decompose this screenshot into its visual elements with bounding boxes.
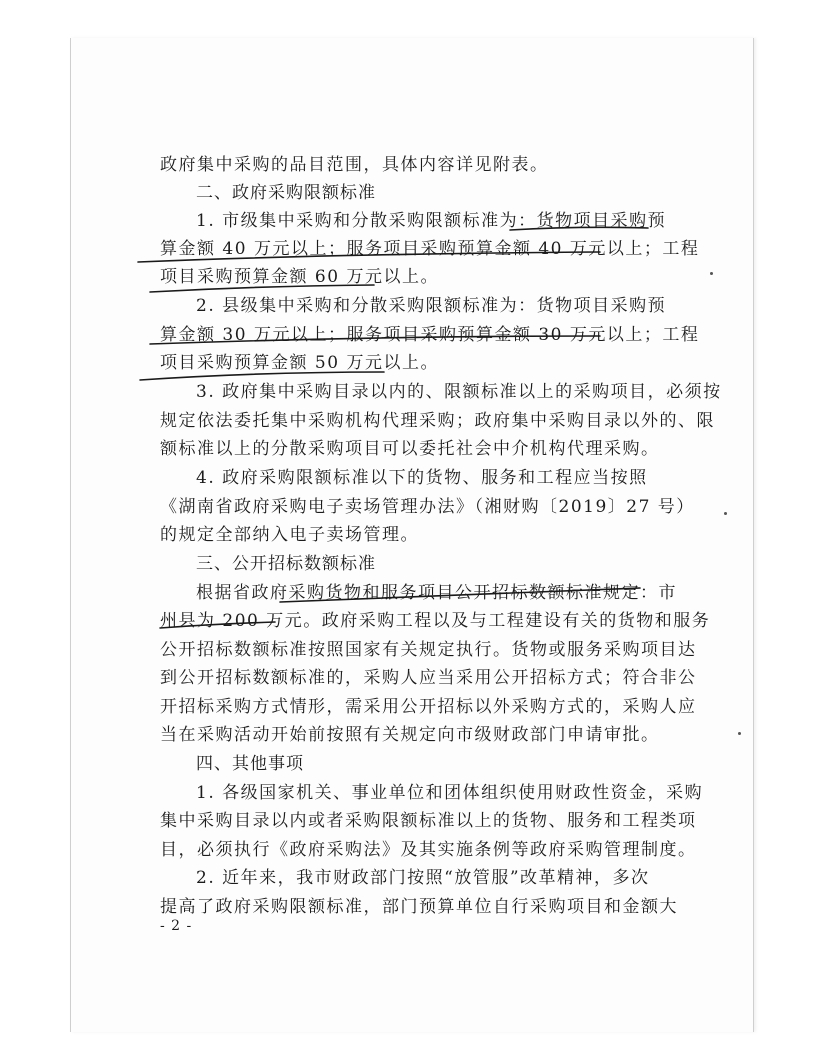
text-line: 规定依法委托集中采购机构代理采购；政府集中采购目录以外的、限 — [160, 411, 715, 431]
text-line: 算金额 40 万元以上；服务项目采购预算金额 40 万元以上；工程 — [160, 239, 700, 259]
text-line: 公开招标数额标准按照国家有关规定执行。货物或服务采购项目达 — [160, 640, 697, 660]
text-line: 2. 县级集中采购和分散采购限额标准为：货物项目采购预 — [196, 296, 667, 316]
text-line: 州县为 200 万元。政府采购工程以及与工程建设有关的货物和服务 — [160, 611, 711, 631]
text-line: 2. 近年来，我市财政部门按照“放管服”改革精神，多次 — [196, 868, 650, 888]
text-line: 政府集中采购的品目范围，具体内容详见附表。 — [160, 155, 549, 175]
text-line: 额标准以上的分散采购项目可以委托社会中介机构代理采购。 — [160, 439, 660, 459]
text-line: 项目采购预算金额 50 万元以上。 — [160, 353, 439, 373]
section-heading: 二、政府采购限额标准 — [196, 183, 376, 203]
text-line: 的规定全部纳入电子卖场管理。 — [160, 525, 419, 545]
text-line: 3. 政府集中采购目录以内的、限额标准以上的采购项目，必须按 — [196, 382, 722, 402]
text-line: 开招标采购方式情形，需采用公开招标以外采购方式的，采购人应 — [160, 697, 697, 717]
section-heading: 四、其他事项 — [196, 754, 304, 774]
text-line: 1. 市级集中采购和分散采购限额标准为：货物项目采购预 — [196, 211, 667, 231]
text-line: 4. 政府采购限额标准以下的货物、服务和工程应当按照 — [196, 468, 648, 488]
scan-speck — [710, 272, 713, 275]
scan-speck — [738, 732, 741, 735]
section-heading: 三、公开招标数额标准 — [196, 554, 376, 574]
text-line: 到公开招标数额标准的，采购人应当采用公开招标方式；符合非公 — [160, 668, 697, 688]
page-number: - 2 - — [160, 918, 193, 934]
text-line: 根据省政府采购货物和服务项目公开招标数额标准规定：市 — [196, 583, 677, 603]
text-line: 当在采购活动开始前按照有关规定向市级财政部门申请审批。 — [160, 725, 660, 745]
text-line: 项目采购预算金额 60 万元以上。 — [160, 267, 439, 287]
text-line: 提高了政府采购限额标准，部门预算单位自行采购项目和金额大 — [160, 897, 678, 917]
text-line: 集中采购目录以内或者采购限额标准以上的货物、服务和工程类项 — [160, 811, 697, 831]
text-line: 《湖南省政府采购电子卖场管理办法》（湘财购〔2019〕27 号） — [160, 497, 695, 517]
text-line: 目，必须执行《政府采购法》及其实施条例等政府采购管理制度。 — [160, 840, 697, 860]
text-line: 算金额 30 万元以上；服务项目采购预算金额 30 万元以上；工程 — [160, 325, 700, 345]
scan-speck — [724, 512, 727, 515]
text-line: 1. 各级国家机关、事业单位和团体组织使用财政性资金，采购 — [196, 783, 704, 803]
